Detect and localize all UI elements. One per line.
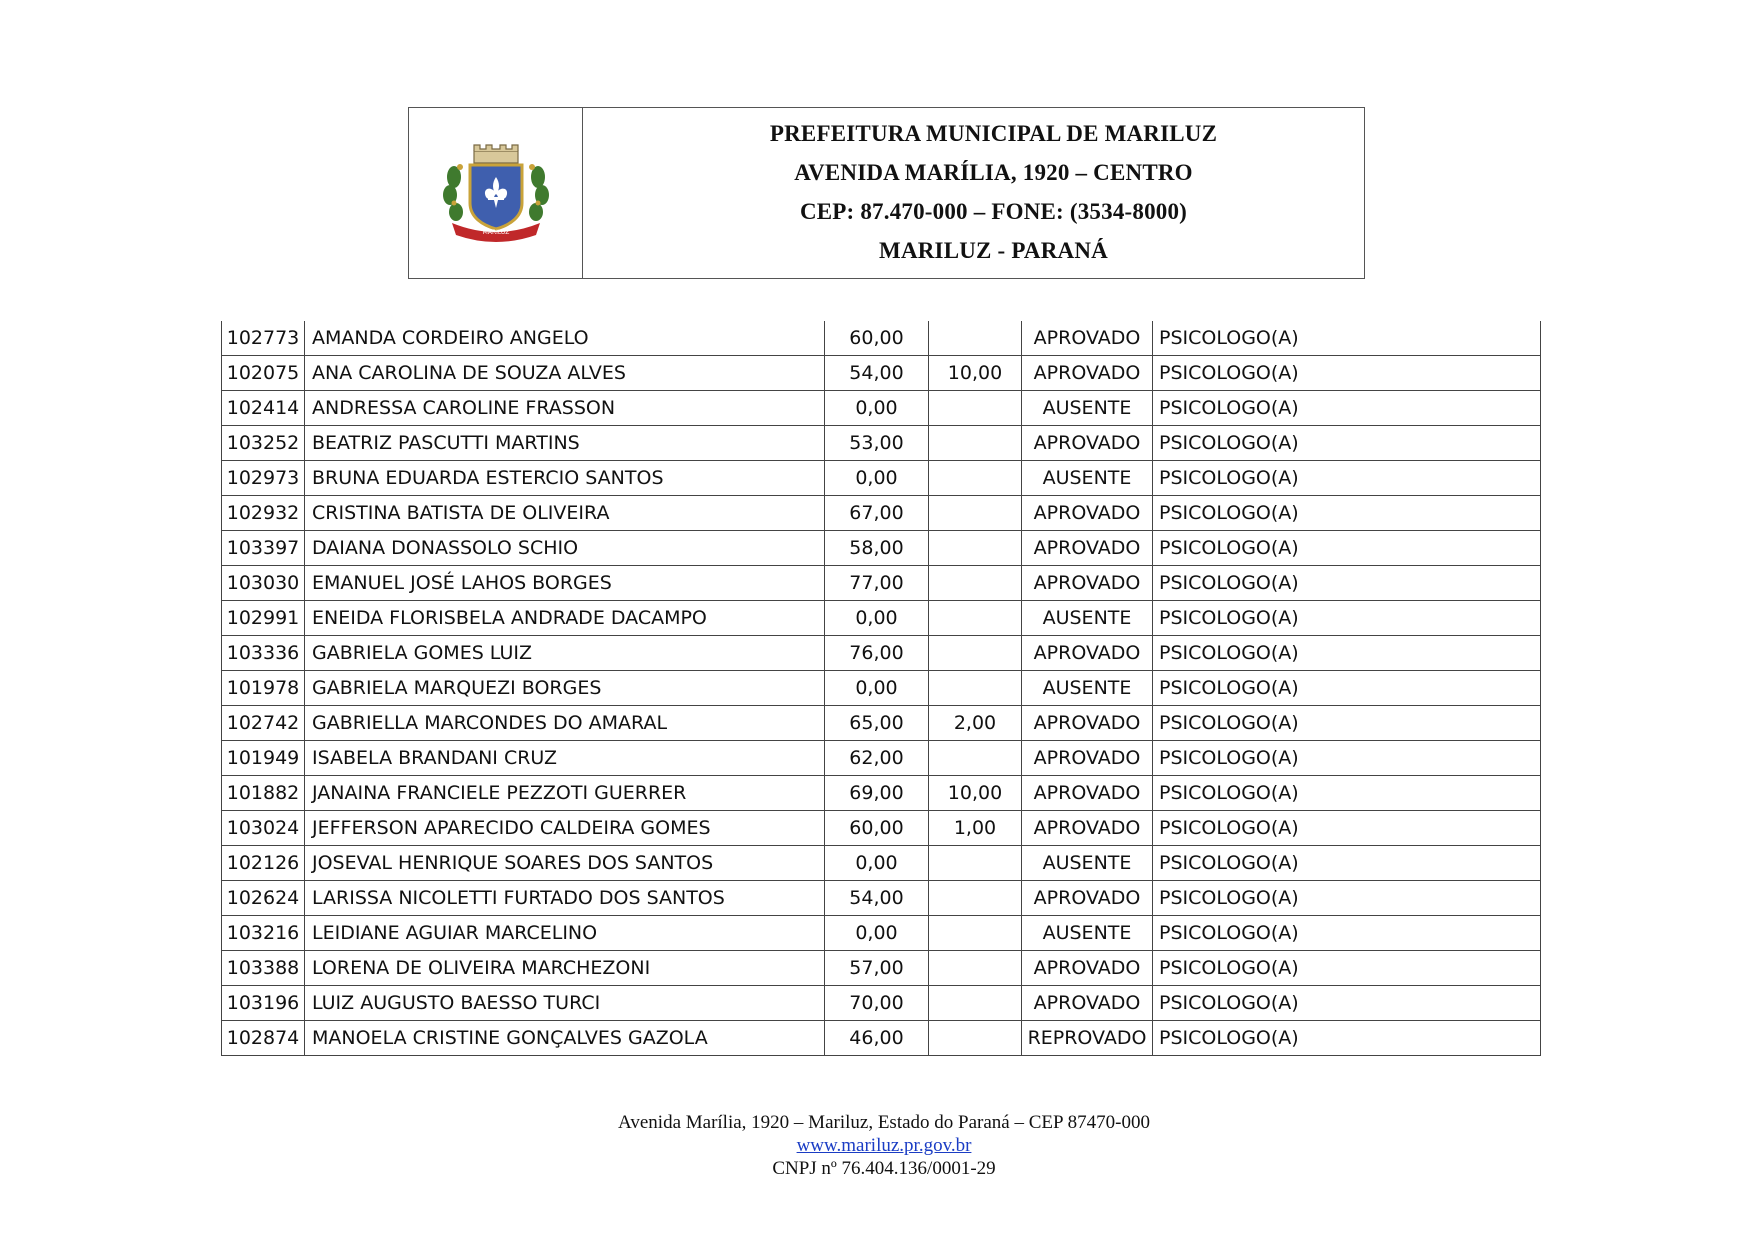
role-cell: PSICOLOGO(A)	[1153, 776, 1541, 811]
candidate-id-cell: 102742	[222, 706, 305, 741]
score-cell: 0,00	[825, 916, 929, 951]
role-cell: PSICOLOGO(A)	[1153, 461, 1541, 496]
bonus-cell	[929, 986, 1022, 1021]
bonus-cell: 10,00	[929, 356, 1022, 391]
score-cell: 67,00	[825, 496, 929, 531]
heading-line-2: AVENIDA MARÍLIA, 1920 – CENTRO	[794, 159, 1193, 185]
table-row	[222, 566, 1541, 601]
table-row	[222, 951, 1541, 986]
candidate-name-cell: GABRIELLA MARCONDES DO AMARAL	[305, 706, 825, 741]
role-cell: PSICOLOGO(A)	[1153, 391, 1541, 426]
municipal-crest-icon	[440, 137, 552, 249]
candidate-id-cell: 102973	[222, 461, 305, 496]
score-cell: 54,00	[825, 356, 929, 391]
candidate-id-cell: 103252	[222, 426, 305, 461]
status-cell: APROVADO	[1022, 881, 1153, 916]
status-cell: APROVADO	[1022, 321, 1153, 356]
bonus-cell	[929, 951, 1022, 986]
score-cell: 57,00	[825, 951, 929, 986]
bonus-cell: 2,00	[929, 706, 1022, 741]
bonus-cell	[929, 741, 1022, 776]
crest-ribbon-text: MARILUZ	[482, 229, 509, 236]
candidate-id-cell: 101882	[222, 776, 305, 811]
status-cell: APROVADO	[1022, 706, 1153, 741]
status-cell: APROVADO	[1022, 496, 1153, 531]
letterhead-heading	[583, 108, 1364, 278]
status-cell: APROVADO	[1022, 426, 1153, 461]
candidate-id-cell: 102075	[222, 356, 305, 391]
table-row	[222, 391, 1541, 426]
role-cell: PSICOLOGO(A)	[1153, 1021, 1541, 1056]
status-cell: APROVADO	[1022, 811, 1153, 846]
candidate-id-cell: 103216	[222, 916, 305, 951]
candidate-id-cell: 101978	[222, 671, 305, 706]
candidate-id-cell: 103388	[222, 951, 305, 986]
score-cell: 62,00	[825, 741, 929, 776]
letterhead	[408, 107, 1365, 279]
bonus-cell	[929, 916, 1022, 951]
candidate-id-cell: 103336	[222, 636, 305, 671]
candidate-id-cell: 101949	[222, 741, 305, 776]
candidate-id-cell: 102414	[222, 391, 305, 426]
status-cell: AUSENTE	[1022, 916, 1153, 951]
footer-address: Avenida Marília, 1920 – Mariluz, Estado do Paraná – CEP 87470-000	[618, 1112, 1150, 1133]
candidate-name-cell: AMANDA CORDEIRO ANGELO	[305, 321, 825, 356]
candidate-name-cell: JOSEVAL HENRIQUE SOARES DOS SANTOS	[305, 846, 825, 881]
bonus-cell	[929, 321, 1022, 356]
bonus-cell	[929, 426, 1022, 461]
status-cell: REPROVADO	[1022, 1021, 1153, 1056]
heading-line-3: CEP: 87.470-000 – FONE: (3534-8000)	[799, 198, 1188, 224]
status-cell: APROVADO	[1022, 951, 1153, 986]
crest-cell	[409, 108, 583, 278]
candidate-name-cell: DAIANA DONASSOLO SCHIO	[305, 531, 825, 566]
bonus-cell	[929, 461, 1022, 496]
table-row	[222, 1021, 1541, 1056]
page-footer	[0, 1111, 1755, 1180]
role-cell: PSICOLOGO(A)	[1153, 671, 1541, 706]
role-cell: PSICOLOGO(A)	[1153, 741, 1541, 776]
table-row	[222, 846, 1541, 881]
table-row	[222, 321, 1541, 356]
role-cell: PSICOLOGO(A)	[1153, 531, 1541, 566]
status-cell: AUSENTE	[1022, 601, 1153, 636]
table-row	[222, 811, 1541, 846]
status-cell: APROVADO	[1022, 566, 1153, 601]
bonus-cell: 1,00	[929, 811, 1022, 846]
bonus-cell	[929, 601, 1022, 636]
bonus-cell: 10,00	[929, 776, 1022, 811]
score-cell: 76,00	[825, 636, 929, 671]
role-cell: PSICOLOGO(A)	[1153, 916, 1541, 951]
candidate-name-cell: GABRIELA MARQUEZI BORGES	[305, 671, 825, 706]
score-cell: 0,00	[825, 461, 929, 496]
score-cell: 0,00	[825, 601, 929, 636]
bonus-cell	[929, 881, 1022, 916]
status-cell: AUSENTE	[1022, 461, 1153, 496]
candidate-name-cell: ANDRESSA CAROLINE FRASSON	[305, 391, 825, 426]
role-cell: PSICOLOGO(A)	[1153, 601, 1541, 636]
table-row	[222, 601, 1541, 636]
results-table	[221, 321, 1541, 1056]
bonus-cell	[929, 496, 1022, 531]
bonus-cell	[929, 636, 1022, 671]
candidate-name-cell: BRUNA EDUARDA ESTERCIO SANTOS	[305, 461, 825, 496]
score-cell: 70,00	[825, 986, 929, 1021]
candidate-name-cell: ENEIDA FLORISBELA ANDRADE DACAMPO	[305, 601, 825, 636]
role-cell: PSICOLOGO(A)	[1153, 986, 1541, 1021]
status-cell: APROVADO	[1022, 636, 1153, 671]
score-cell: 60,00	[825, 811, 929, 846]
candidate-name-cell: LEIDIANE AGUIAR MARCELINO	[305, 916, 825, 951]
table-row	[222, 531, 1541, 566]
candidate-name-cell: LORENA DE OLIVEIRA MARCHEZONI	[305, 951, 825, 986]
candidate-id-cell: 103397	[222, 531, 305, 566]
bonus-cell	[929, 566, 1022, 601]
score-cell: 69,00	[825, 776, 929, 811]
status-cell: AUSENTE	[1022, 391, 1153, 426]
status-cell: AUSENTE	[1022, 671, 1153, 706]
candidate-id-cell: 102773	[222, 321, 305, 356]
status-cell: APROVADO	[1022, 356, 1153, 391]
role-cell: PSICOLOGO(A)	[1153, 426, 1541, 461]
candidate-id-cell: 102874	[222, 1021, 305, 1056]
footer-cnpj: CNPJ nº 76.404.136/0001-29	[772, 1158, 996, 1179]
candidate-name-cell: ISABELA BRANDANI CRUZ	[305, 741, 825, 776]
candidate-id-cell: 102126	[222, 846, 305, 881]
candidate-name-cell: LARISSA NICOLETTI FURTADO DOS SANTOS	[305, 881, 825, 916]
role-cell: PSICOLOGO(A)	[1153, 566, 1541, 601]
candidate-name-cell: BEATRIZ PASCUTTI MARTINS	[305, 426, 825, 461]
status-cell: APROVADO	[1022, 531, 1153, 566]
table-row	[222, 741, 1541, 776]
role-cell: PSICOLOGO(A)	[1153, 951, 1541, 986]
candidate-id-cell: 103196	[222, 986, 305, 1021]
bonus-cell	[929, 531, 1022, 566]
role-cell: PSICOLOGO(A)	[1153, 706, 1541, 741]
role-cell: PSICOLOGO(A)	[1153, 636, 1541, 671]
bonus-cell	[929, 1021, 1022, 1056]
heading-line-1: PREFEITURA MUNICIPAL DE MARILUZ	[769, 120, 1218, 146]
status-cell: APROVADO	[1022, 776, 1153, 811]
candidate-name-cell: EMANUEL JOSÉ LAHOS BORGES	[305, 566, 825, 601]
role-cell: PSICOLOGO(A)	[1153, 846, 1541, 881]
candidate-name-cell: GABRIELA GOMES LUIZ	[305, 636, 825, 671]
status-cell: APROVADO	[1022, 986, 1153, 1021]
candidate-id-cell: 103030	[222, 566, 305, 601]
candidate-name-cell: LUIZ AUGUSTO BAESSO TURCI	[305, 986, 825, 1021]
score-cell: 58,00	[825, 531, 929, 566]
score-cell: 60,00	[825, 321, 929, 356]
score-cell: 54,00	[825, 881, 929, 916]
heading-line-4: MARILUZ - PARANÁ	[879, 237, 1108, 263]
candidate-name-cell: JANAINA FRANCIELE PEZZOTI GUERRER	[305, 776, 825, 811]
table-row	[222, 671, 1541, 706]
role-cell: PSICOLOGO(A)	[1153, 811, 1541, 846]
candidate-name-cell: ANA CAROLINA DE SOUZA ALVES	[305, 356, 825, 391]
score-cell: 0,00	[825, 391, 929, 426]
candidate-id-cell: 102624	[222, 881, 305, 916]
table-row	[222, 426, 1541, 461]
candidate-name-cell: CRISTINA BATISTA DE OLIVEIRA	[305, 496, 825, 531]
candidate-id-cell: 102932	[222, 496, 305, 531]
score-cell: 0,00	[825, 846, 929, 881]
role-cell: PSICOLOGO(A)	[1153, 321, 1541, 356]
candidate-name-cell: JEFFERSON APARECIDO CALDEIRA GOMES	[305, 811, 825, 846]
bonus-cell	[929, 391, 1022, 426]
footer-website-link[interactable]: www.mariluz.pr.gov.br	[796, 1135, 972, 1156]
status-cell: APROVADO	[1022, 741, 1153, 776]
table-row	[222, 496, 1541, 531]
table-row	[222, 356, 1541, 391]
score-cell: 46,00	[825, 1021, 929, 1056]
candidate-id-cell: 102991	[222, 601, 305, 636]
score-cell: 53,00	[825, 426, 929, 461]
bonus-cell	[929, 846, 1022, 881]
candidate-id-cell: 103024	[222, 811, 305, 846]
table-row	[222, 986, 1541, 1021]
results-table-body	[222, 321, 1541, 1056]
table-row	[222, 776, 1541, 811]
table-row	[222, 461, 1541, 496]
candidate-name-cell: MANOELA CRISTINE GONÇALVES GAZOLA	[305, 1021, 825, 1056]
score-cell: 77,00	[825, 566, 929, 601]
table-row	[222, 636, 1541, 671]
score-cell: 0,00	[825, 671, 929, 706]
table-row	[222, 706, 1541, 741]
table-row	[222, 881, 1541, 916]
role-cell: PSICOLOGO(A)	[1153, 881, 1541, 916]
bonus-cell	[929, 671, 1022, 706]
role-cell: PSICOLOGO(A)	[1153, 356, 1541, 391]
table-row	[222, 916, 1541, 951]
status-cell: AUSENTE	[1022, 846, 1153, 881]
score-cell: 65,00	[825, 706, 929, 741]
role-cell: PSICOLOGO(A)	[1153, 496, 1541, 531]
